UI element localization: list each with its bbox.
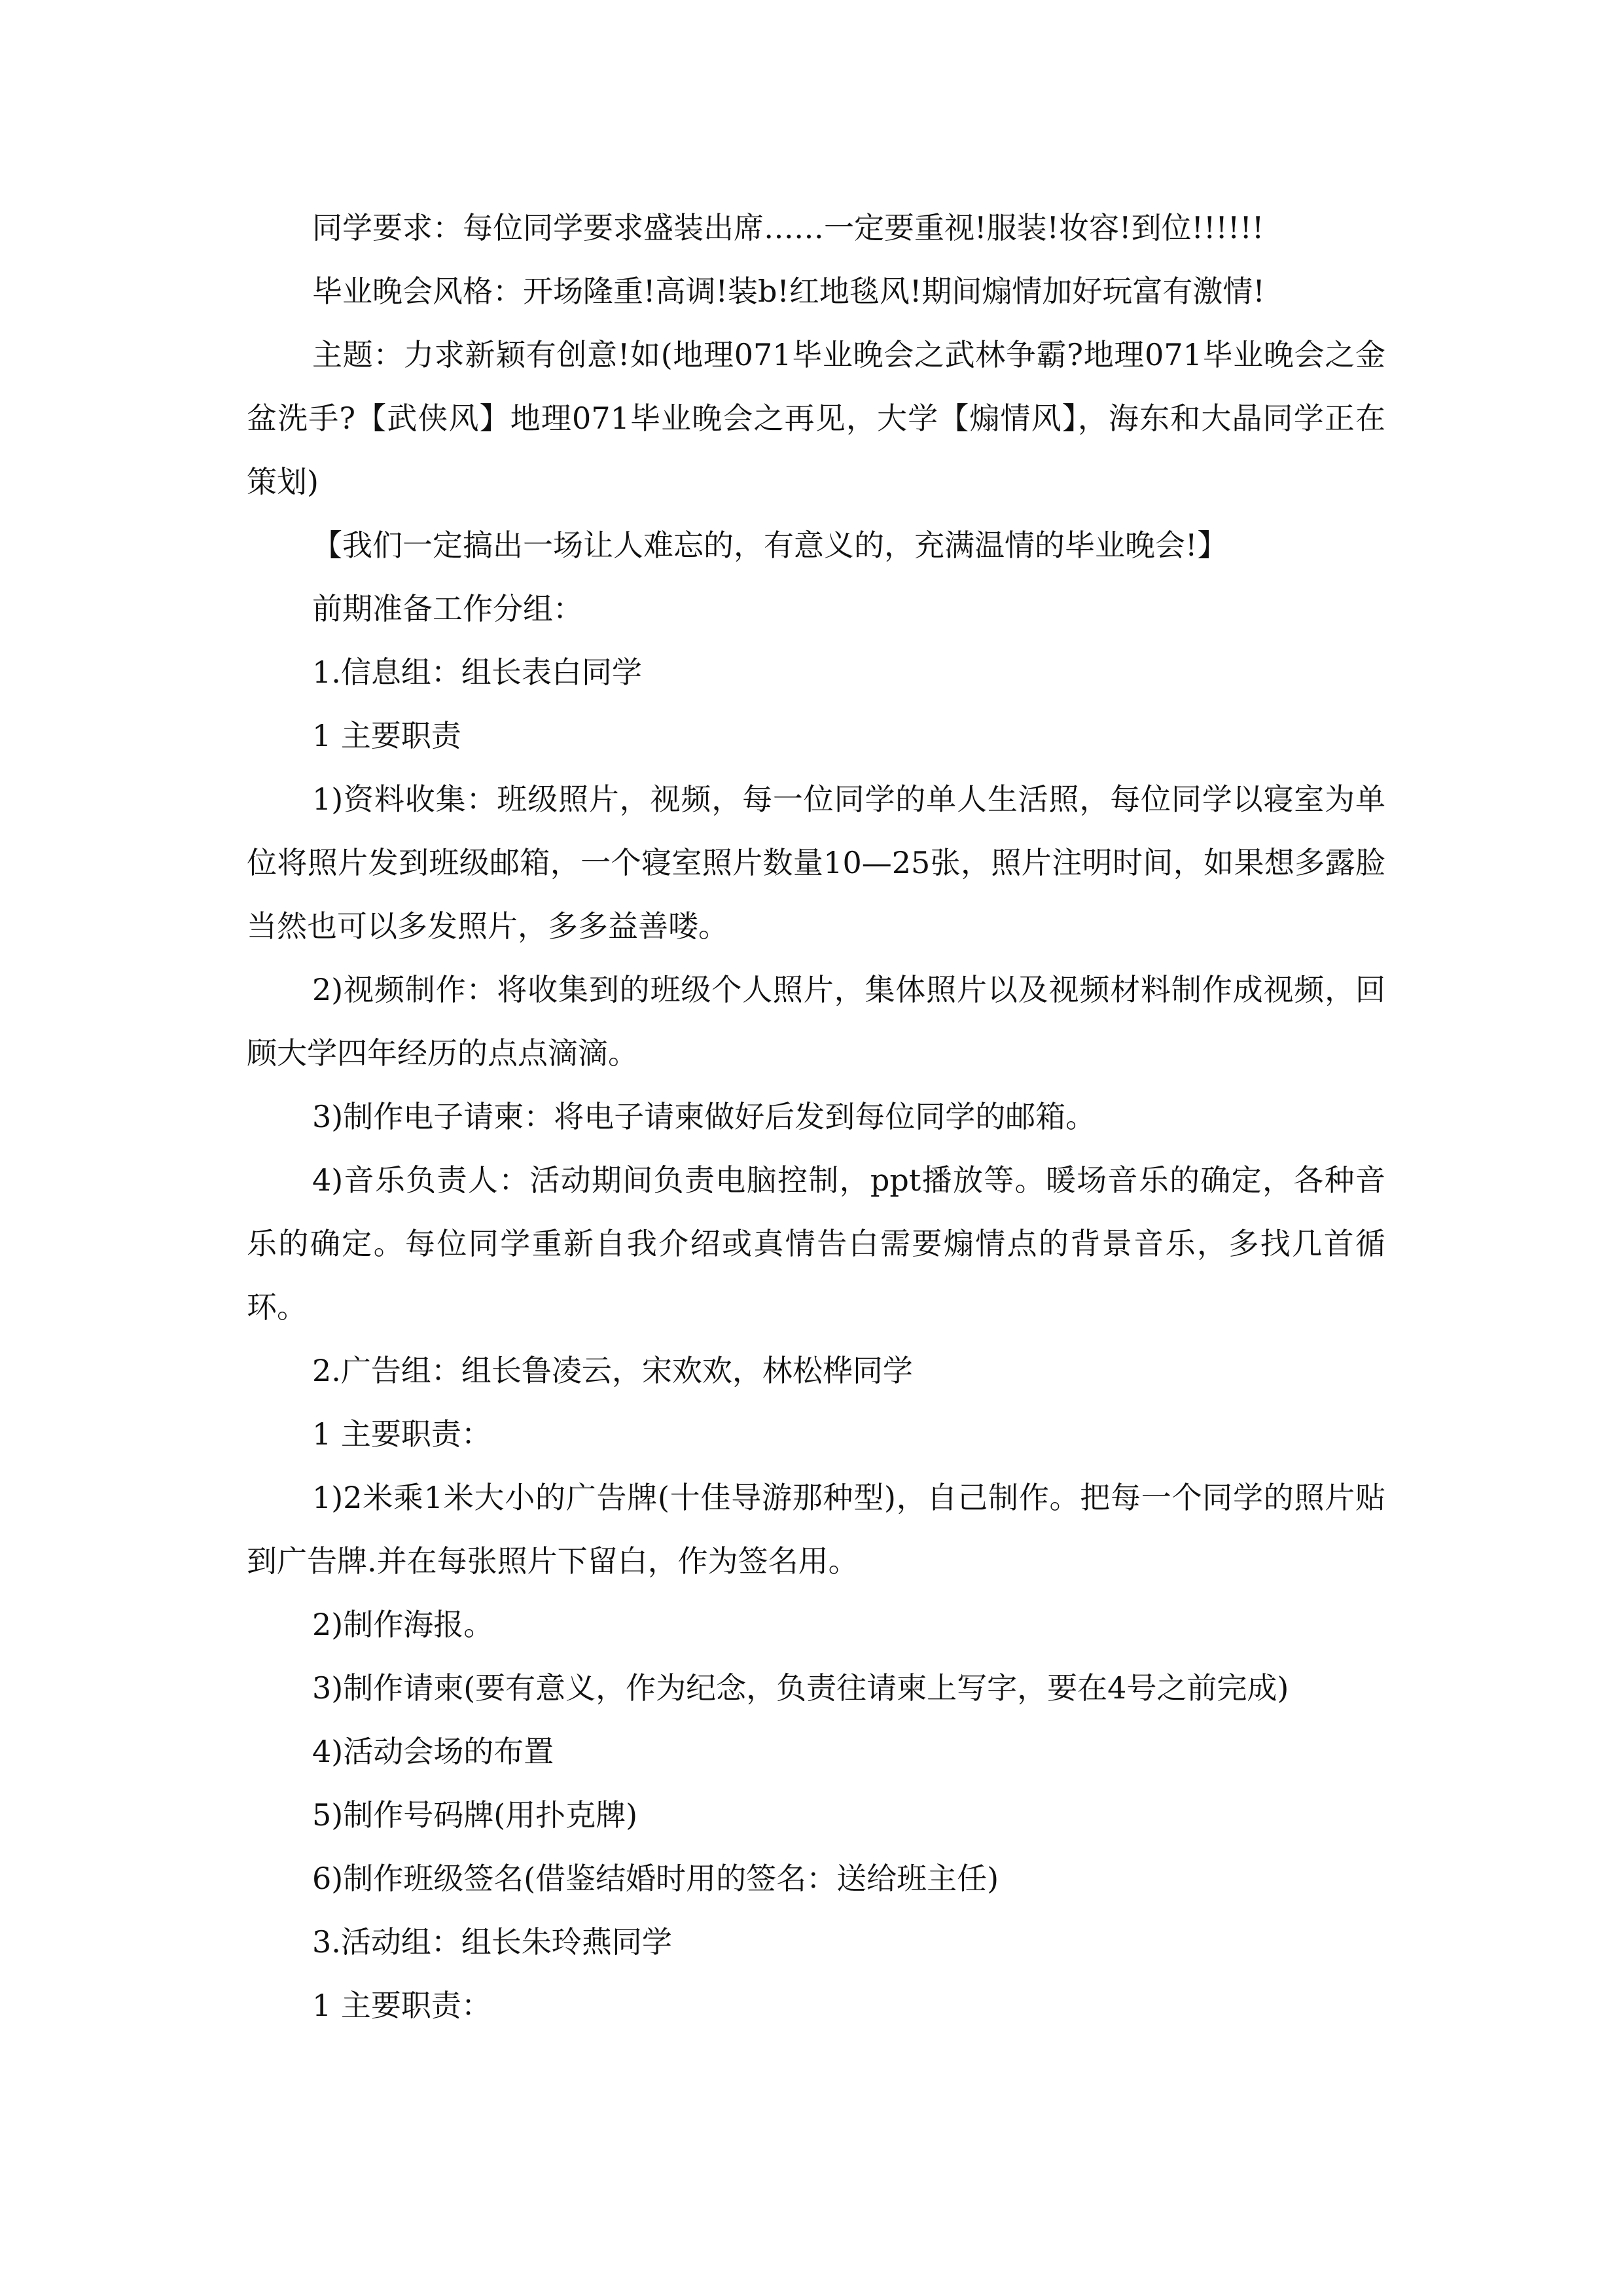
info-duty-item: 1)资料收集：班级照片，视频，每一位同学的单人生活照，每位同学以寝室为单位将照片发到班级邮箱，一个寝室照片数量10—25张，照片注明时间，如果想多露脸当然也可以多发照片，多多益善喽。 [247,781,1385,944]
goal-paragraph: 【我们一定搞出一场让人难忘的，有意义的，充满温情的毕业晚会!】 [312,528,1228,563]
info-group-heading: 1.信息组：组长表白同学 [312,655,642,690]
ad-duty-item: 4)活动会场的布置 [312,1734,554,1769]
info-duty-item: 4)音乐负责人：活动期间负责电脑控制，ppt播放等。暖场音乐的确定，各种音乐的确定。每位同学重新自我介绍或真情告白需要煽情点的背景音乐，多找几首循环。 [247,1162,1385,1325]
info-duty-item: 3)制作电子请柬：将电子请柬做好后发到每位同学的邮箱。 [312,1099,1096,1134]
theme-paragraph: 主题：力求新颖有创意!如(地理071毕业晚会之武林争霸?地理071毕业晚会之金盆洗手?【武侠风】地理071毕业晚会之再见，大学【煽情风】，海东和大晶同学正在策划) [247,337,1385,499]
ad-duty-item: 6)制作班级签名(借鉴结婚时用的签名：送给班主任) [312,1861,999,1896]
activity-group-heading: 3.活动组：组长朱玲燕同学 [312,1924,672,1960]
ad-group-duties-heading: 1 主要职责： [312,1416,491,1452]
attendance-requirement-paragraph: 同学要求：每位同学要求盛装出席……一定要重视!服装!妆容!到位!!!!!! [312,210,1264,245]
preparation-heading: 前期准备工作分组： [312,591,583,626]
info-group-duties-heading: 1 主要职责 [312,718,461,753]
ad-duty-item: 5)制作号码牌(用扑克牌) [312,1797,638,1833]
info-duty-item: 2)视频制作：将收集到的班级个人照片，集体照片以及视频材料制作成视频，回顾大学四年经历的点点滴滴。 [247,972,1385,1071]
ad-group-heading: 2.广告组：组长鲁凌云，宋欢欢，林松桦同学 [312,1353,913,1388]
document-body [247,196,1385,2037]
party-style-paragraph: 毕业晚会风格：开场隆重!高调!装b!红地毯风!期间煽情加好玩富有激情! [312,274,1265,309]
ad-duty-item: 3)制作请柬(要有意义，作为纪念，负责往请柬上写字，要在4号之前完成) [312,1670,1289,1706]
ad-duty-item: 1)2米乘1米大小的广告牌(十佳导游那种型)，自己制作。把每一个同学的照片贴到广告牌.并在每张照片下留白，作为签名用。 [247,1480,1385,1579]
activity-group-duties-heading: 1 主要职责： [312,1988,491,2023]
ad-duty-item: 2)制作海报。 [312,1607,494,1642]
